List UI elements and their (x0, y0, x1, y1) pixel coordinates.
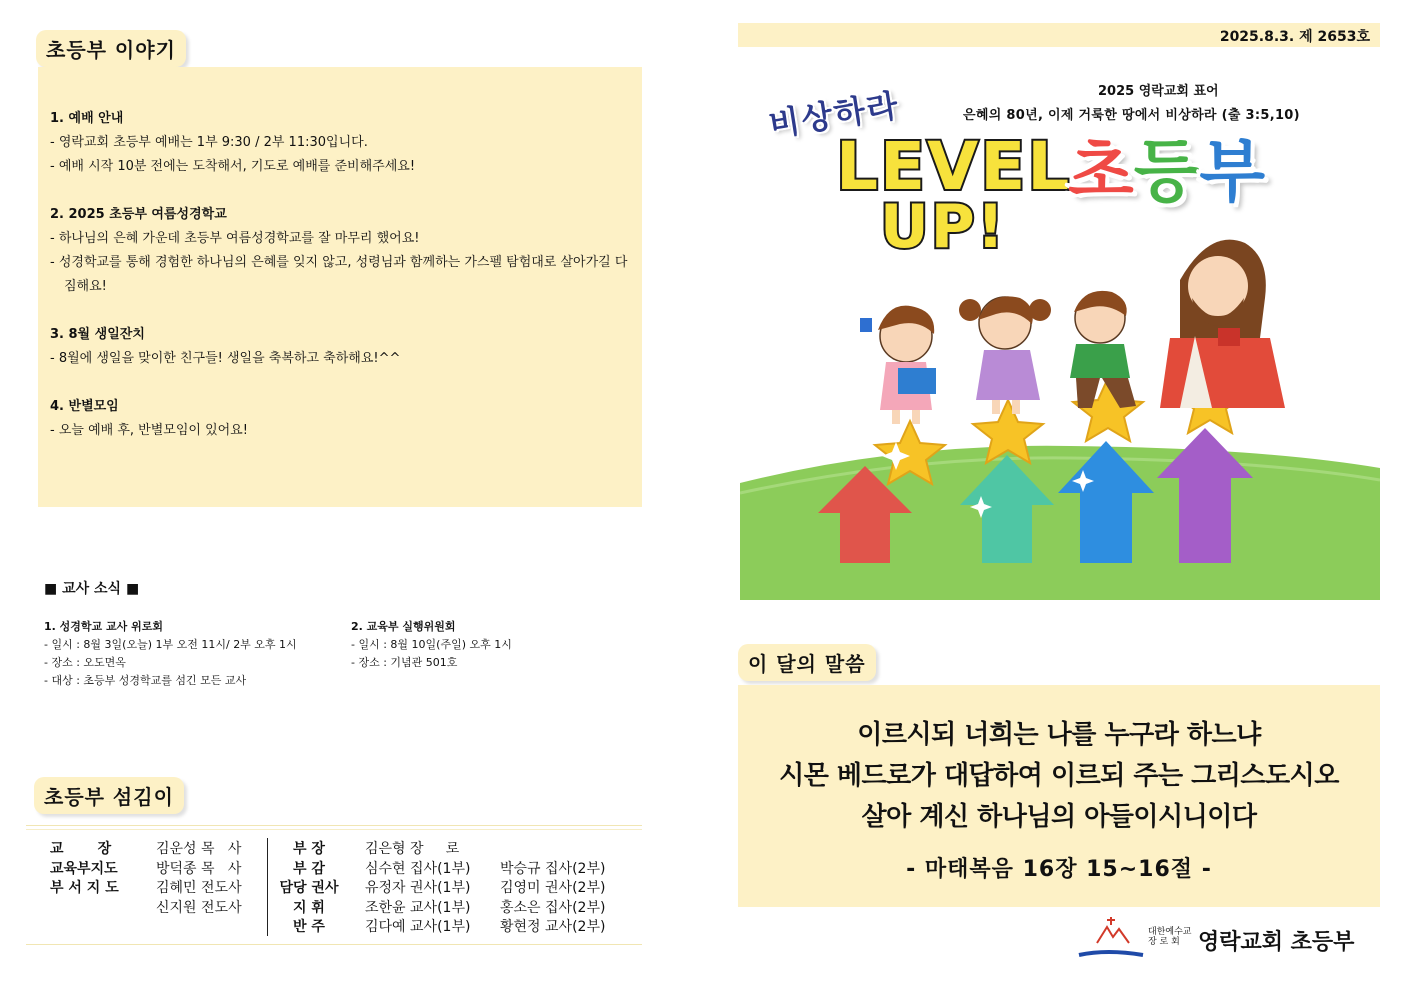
staff-names-left: 김운성 목 사 방덕종 목 사 김혜민 전도사 신지원 전도사 (156, 841, 242, 916)
verse-line: 시몬 베드로가 대답하여 이르되 주는 그리스도시오 (779, 761, 1339, 791)
staff-roles-right: 부 장 부 감 담당 권사 지 휘 반 주 (279, 841, 339, 935)
teacher-news-title: ■ 교사 소식 ■ (44, 581, 140, 597)
story-heading: 4. 반별모임 (50, 399, 119, 414)
verse-panel (738, 685, 1380, 907)
staff-section-title: 초등부 섬김이 (34, 777, 184, 814)
story-item-vbs (50, 203, 630, 299)
jesus-figure-icon (1160, 240, 1285, 408)
teacher-news-line: - 장소 : 오도면옥 (44, 656, 126, 669)
denomination-line: 장 로 회 (1148, 937, 1180, 947)
title-department (1068, 134, 1265, 212)
story-line: - 예배 시작 10분 전에는 도착해서, 기도로 예배를 준비해주세요! (50, 159, 416, 174)
title-up: UP! (880, 192, 1007, 262)
footer-church-name: 영락교회 초등부 (1198, 930, 1355, 955)
title-dept-char: 등 (1133, 133, 1200, 212)
story-heading: 1. 예배 안내 (50, 111, 124, 126)
title-bisang: 비상하라 (766, 85, 903, 145)
story-panel (38, 67, 642, 507)
verse-line: 이르시되 너희는 나를 누구라 하느냐 (857, 720, 1261, 750)
story-line: - 8월에 생일을 맞이한 친구들! 생일을 축복하고 축하해요!^^ (50, 351, 401, 366)
motto-title: 2025 영락교회 표어 (1098, 84, 1219, 99)
title-level: LEVEL (836, 128, 1072, 205)
story-item-class (50, 395, 630, 443)
denomination-line: 대한예수교 (1148, 927, 1192, 937)
title-dept-char: 부 (1199, 133, 1266, 212)
cover-illustration (740, 228, 1380, 600)
story-section-title: 초등부 이야기 (36, 30, 186, 67)
story-line: - 오늘 예배 후, 반별모임이 있어요! (50, 423, 248, 438)
staff-names-second: 박승규 집사(2부) 김영미 권사(2부) 홍소은 집사(2부) 황현정 교사(2부) (500, 860, 606, 935)
teacher-news-line: - 일시 : 8월 3일(오늘) 1부 오전 11시/ 2부 오후 1시 (44, 638, 297, 651)
story-item-worship (50, 107, 630, 179)
verse-section-title: 이 달의 말씀 (738, 644, 876, 681)
staff-names-first: 김은형 장 로 심수현 집사(1부) 유정자 권사(1부) 조한윤 교사(1부) 김다예 교사(1부) (365, 841, 471, 935)
story-item-birthday (50, 323, 630, 371)
staff-table (26, 825, 642, 945)
staff-divider (267, 838, 268, 936)
story-line: - 영락교회 초등부 예배는 1부 9:30 / 2부 11:30입니다. (50, 135, 368, 150)
teacher-news-item (351, 618, 512, 690)
story-line: - 성경학교를 통해 경험한 하나님의 은혜를 잊지 않고, 성령님과 함께하는 가스펠 탐험대로 살아가길 다짐해요! (50, 255, 628, 294)
teacher-news-item (44, 618, 351, 690)
child-with-book-icon (860, 306, 936, 424)
story-heading: 2. 2025 초등부 여름성경학교 (50, 207, 227, 222)
issue-date-bar: 2025.8.3. 제 2653호 (738, 23, 1380, 47)
teacher-news-heading: 1. 성경학교 교사 위로회 (44, 620, 163, 633)
teacher-news (44, 578, 644, 690)
denomination-label (1148, 927, 1191, 947)
title-dept-char: 초 (1068, 133, 1134, 212)
verse-reference: - 마태복음 16장 15~16절 - (906, 857, 1212, 882)
teacher-news-line: - 대상 : 초등부 성경학교를 섬긴 모든 교사 (44, 674, 247, 687)
motto-text: 은혜의 80년, 이제 거룩한 땅에서 비상하라 (출 3:5,10) (963, 108, 1300, 123)
staff-roles-left: 교 장 교육부지도 부 서 지 도 (50, 841, 119, 896)
teacher-news-line: - 일시 : 8월 10일(주일) 오후 1시 (351, 638, 512, 651)
child-with-pigtails-icon (959, 296, 1051, 414)
verse-line: 살아 계신 하나님의 아들이시니이다 (861, 802, 1257, 832)
story-line: - 하나님의 은혜 가운데 초등부 여름성경학교를 잘 마무리 했어요! (50, 231, 420, 246)
story-heading: 3. 8월 생일잔치 (50, 327, 145, 342)
teacher-news-line: - 장소 : 기념관 501호 (351, 656, 458, 669)
teacher-news-heading: 2. 교육부 실행위원회 (351, 620, 456, 633)
